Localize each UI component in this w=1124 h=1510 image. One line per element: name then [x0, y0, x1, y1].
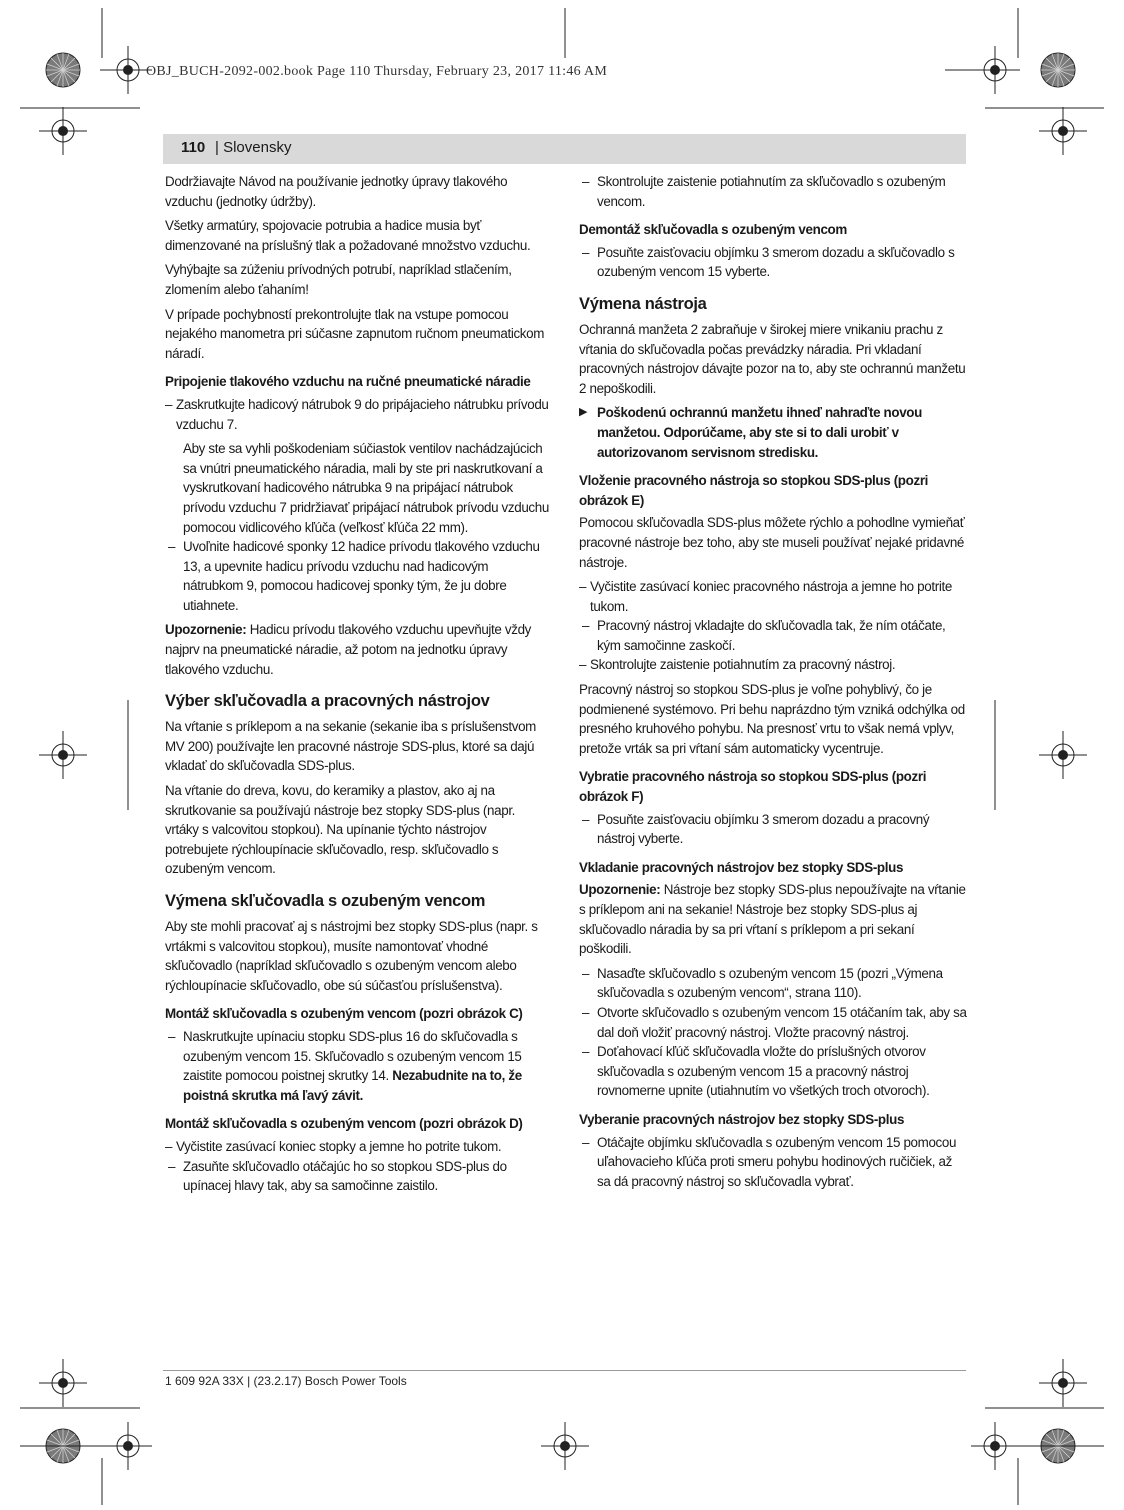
paragraph: V prípade pochybností prekontrolujte tlak na vstupe pomocou nejakého manometra pri súčasne zapnutom ručnom pneumatickom náradí.: [165, 306, 545, 361]
warning-note: Upozornenie: Hadicu prívodu tlakového vzduchu upevňujte vždy najprv na pneumatické náradie, až potom na jednotku úpravy tlakového vzduchu.: [165, 622, 532, 677]
warning-note: Upozornenie: Nástroje bez stopky SDS-plus nepoužívajte na vŕtanie s príklepom ani na sekanie! Nástroje bez stopky SDS-plus aj skľučovadlo náradia by sa pri vŕtaní s príklepom a pri sekaní poškodili.: [579, 882, 966, 957]
registration-target-icon: [39, 107, 87, 155]
registration-target-icon: [39, 1359, 87, 1407]
list-item: – Otáčajte objímku skľučovadla s ozubeným vencom 15 pomocou uľahovacieho kľúča proti smeru pohybu hodinových ručičiek, až sa dá pracovný nástroj so skľučovadla vybrať.: [579, 1133, 967, 1192]
section-title: Výmena skľučovadla s ozubeným vencom: [165, 892, 486, 910]
instruction-list: [579, 1133, 967, 1192]
instruction-list: [579, 964, 967, 1101]
list-item: – Skontrolujte zaistenie potiahnutím za skľučovadlo s ozubeným vencom.: [579, 172, 967, 211]
print-slug: OBJ_BUCH-2092-002.book Page 110 Thursday, February 23, 2017 11:46 AM: [146, 64, 608, 79]
page-footer: 1 609 92A 33X | (23.2.17) Bosch Power Tools: [165, 1374, 407, 1388]
section-heading: Vyberanie pracovných nástrojov bez stopky SDS-plus: [579, 1111, 905, 1127]
list-item: – Zaskrutkujte hadicový nátrubok 9 do pripájacieho nátrubku prívodu vzduchu 7.: [165, 395, 551, 434]
safety-note: ▶ Poškodenú ochrannú manžetu ihneď nahraďte novou manžetou. Odporúčame, aby ste si to dali urobiť v autorizovanom servisnom stredisku.: [579, 405, 922, 460]
list-item: – Pracovný nástroj vkladajte do skľučovadla tak, že ním otáčate, kým samočinne zaskočí.: [579, 616, 967, 655]
paragraph: Ochranná manžeta 2 zabraňuje v širokej miere vnikaniu prachu z vŕtania do skľučovadla počas prevádzky náradia. Pri vkladaní pracovných nástrojov dávajte pozor na to, aby ste ochrannú manžetu 2 nepoškodili.: [579, 321, 966, 396]
triangle-right-icon: ▶: [579, 406, 588, 419]
registration-sun-icon: [1041, 53, 1075, 87]
right-column: [579, 172, 967, 1196]
paragraph: Na vŕtanie s príklepom a na sekanie (sekanie iba s príslušenstvom MV 200) používajte len pracovné nástroje SDS-plus, ktoré sa dajú vkladať do skľučovadla SDS-plus.: [165, 719, 536, 774]
paragraph: Aby ste mohli pracovať aj s nástrojmi bez stopky SDS-plus (napr. s vrtákmi s valcovitou stopkou), musíte namontovať vhodné skľučovadlo (napríklad skľučovadlo s ozubeným vencom alebo rýchloupínacie skľučovadlo, obe sú súčasťou príslušenstva).: [165, 919, 538, 993]
section-heading: Montáž skľučovadla s ozubeným vencom (pozri obrázok C): [165, 1006, 523, 1022]
list-item: – Vyčistite zasúvací koniec pracovného nástroja a jemne ho potrite tukom.: [579, 577, 967, 616]
paragraph: Pomocou skľučovadla SDS-plus môžete rýchlo a pohodlne vymieňať pracovné nástroje bez toho, aby ste museli používať nejaké pridavné nástroje.: [579, 515, 965, 570]
section-title: Výber skľučovadla a pracovných nástrojov: [165, 692, 490, 711]
registration-sun-icon: [46, 53, 80, 87]
list-item: – Nasaďte skľučovadlo s ozubeným vencom 15 (pozri „Výmena skľučovadla s ozubeným vencom“, strana 110).: [579, 964, 967, 1003]
paragraph: Na vŕtanie do dreva, kovu, do keramiky a plastov, ako aj na skrutkovanie sa používajú nástroje bez stopky SDS-plus (napr. vrtáky s valcovitou stopkou). Na upínanie týchto nástrojov potrebujete rýchloupínacie skľučovadlo, resp. skľučovadlo s ozubeným vencom.: [165, 783, 516, 877]
list-item: – Otvorte skľučovadlo s ozubeným vencom 15 otáčaním tak, aby sa dal doň vložiť pracovný nástroj. Vložte pracovný nástroj.: [579, 1003, 967, 1042]
page-header: [163, 134, 966, 164]
paragraph: Dodržiavajte Návod na používanie jednotky úpravy tlakového vzduchu (jednotky údržby).: [165, 174, 508, 209]
instruction-list: [165, 1027, 551, 1105]
paragraph: Vyhýbajte sa zúženiu prívodných potrubí, napríklad stlačením, zlomením alebo ťahaním!: [165, 262, 512, 297]
list-item: – Doťahovací kľúč skľučovadla vložte do príslušných otvorov skľučovadla s ozubeným vencom 15 a pracovný nástroj rovnomerne upnite (utiahnutím vo všetkých troch otvoroch).: [579, 1042, 967, 1101]
list-item: – Posuňte zaisťovaciu objímku 3 smerom dozadu a skľučovadlo s ozubeným vencom 15 vyberte.: [579, 243, 967, 282]
page-language: | Slovensky: [215, 139, 292, 156]
registration-target-icon: [1039, 1359, 1087, 1407]
instruction-list: [579, 577, 967, 675]
paragraph: Všetky armatúry, spojovacie potrubia a hadice musia byť dimenzované na príslušný tlak a požadované množstvo vzduchu.: [165, 218, 531, 253]
list-item: – Naskrutkujte upínaciu stopku SDS-plus 16 do skľučovadla s ozubeným vencom 15. Skľučovadlo s ozubeným vencom 15 zaistite pomocou poistnej skrutky 14. Nezabudnite na to, že poistná skrutka má ľavý závit.: [165, 1027, 551, 1105]
instruction-list: [579, 243, 967, 282]
list-item: – Zasuňte skľučovadlo otáčajúc ho so stopkou SDS-plus do upínacej hlavy tak, aby sa samočinne zaistilo.: [165, 1157, 551, 1196]
registration-target-icon: [1039, 731, 1087, 779]
section-heading: Pripojenie tlakového vzduchu na ručné pneumatické náradie: [165, 374, 531, 390]
paragraph: Aby ste sa vyhli poškodeniam súčiastok ventilov nachádzajúcich sa vnútri pneumatického náradia, mali by ste pri naskrutkovaní a vyskrutkovaní hadicového nátrubka 9 na pripájací nátrubok prívodu vzduchu 7 pridržiavať pripájací nátrubok prívodu vzduchu pomocou vidlicového kľúča (veľkosť kľúča 22 mm).: [183, 441, 549, 535]
instruction-list: [579, 810, 967, 849]
page-number: 110: [181, 139, 206, 156]
section-heading: Vybratie pracovného nástroja so stopkou SDS-plus (pozri obrázok F): [579, 769, 927, 805]
list-item: – Posuňte zaisťovaciu objímku 3 smerom dozadu a pracovný nástroj vyberte.: [579, 810, 967, 849]
section-heading: Demontáž skľučovadla s ozubeným vencom: [579, 222, 847, 238]
left-column: [165, 172, 551, 1201]
instruction-list: [165, 395, 551, 434]
list-item: – Vyčistite zasúvací koniec stopky a jemne ho potrite tukom.: [165, 1137, 551, 1157]
section-heading: Montáž skľučovadla s ozubeným vencom (pozri obrázok D): [165, 1116, 523, 1132]
registration-target-icon: [541, 1422, 589, 1470]
section-heading: Vloženie pracovného nástroja so stopkou SDS-plus (pozri obrázok E): [579, 473, 929, 508]
registration-target-icon: [1039, 107, 1087, 155]
registration-target-icon: [104, 1422, 152, 1470]
paragraph: Pracovný nástroj so stopkou SDS-plus je voľne pohyblivý, čo je podmienené systémovo. Pri behu naprázdno tým vzniká odchýlka od presného kruhového pohybu. Na presnosť vrtu to však nemá vplyv, pretože vrták sa pri vŕtaní sám automaticky vycentruje.: [579, 682, 965, 756]
footer-divider: [163, 1370, 966, 1371]
registration-target-icon: [39, 731, 87, 779]
instruction-list: [579, 172, 967, 211]
list-item: – Uvoľnite hadicové sponky 12 hadice prívodu tlakového vzduchu 13, a upevnite hadicu prívodu vzduchu nad hadicovým nátrubkom 9, pomocou hadicovej sponky tým, že ju dobre utiahnete.: [165, 537, 551, 615]
section-heading: Vkladanie pracovných nástrojov bez stopky SDS-plus: [579, 859, 904, 875]
section-title: Výmena nástroja: [579, 294, 707, 313]
list-item: – Skontrolujte zaistenie potiahnutím za pracovný nástroj.: [579, 655, 967, 675]
instruction-list: [165, 1137, 551, 1196]
instruction-list: [165, 537, 551, 615]
